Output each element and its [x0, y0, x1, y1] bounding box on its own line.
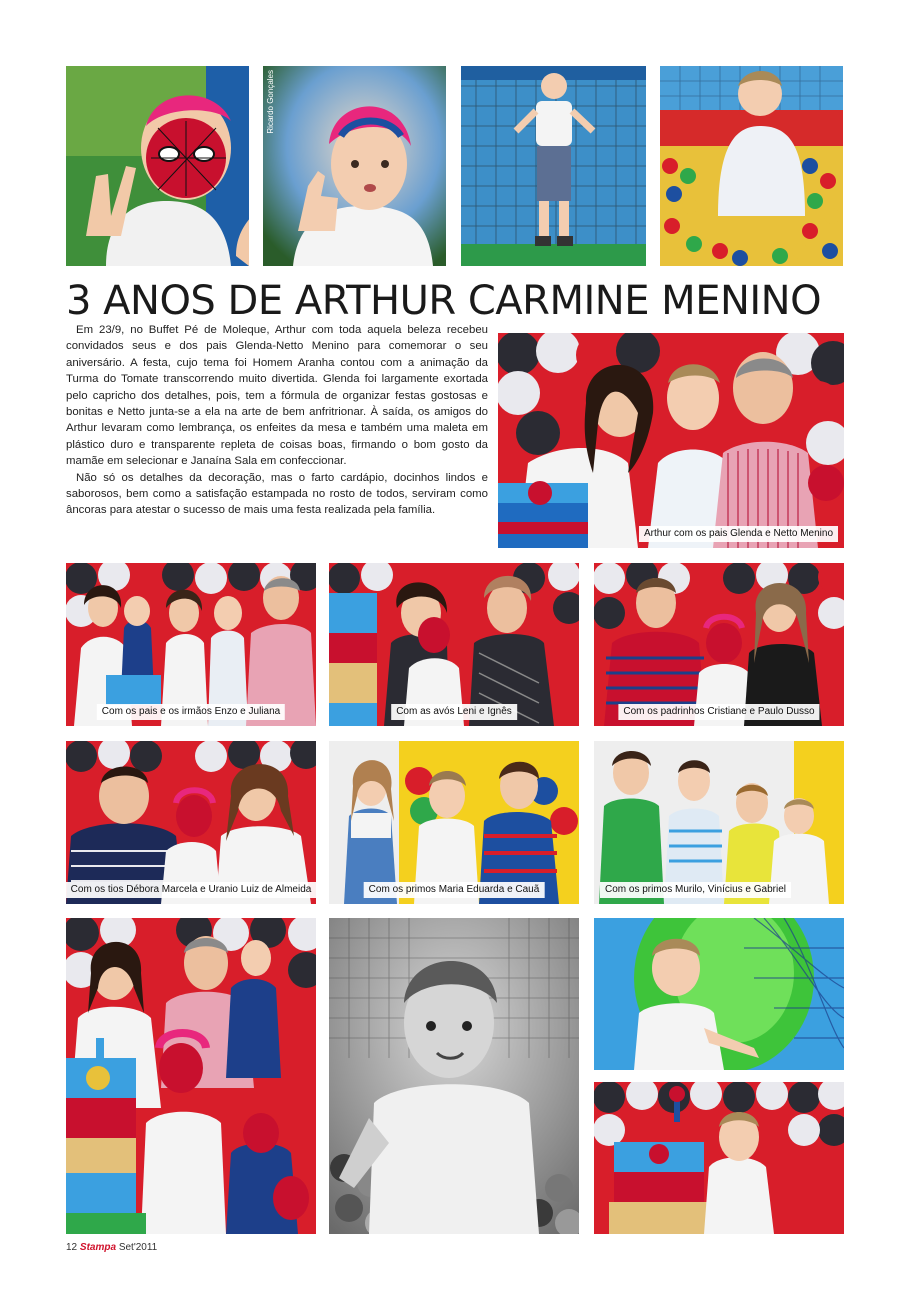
photo-thumbs-up — [263, 66, 446, 266]
article-title: 3 ANOS DE ARTHUR CARMINE MENINO — [66, 278, 822, 324]
photo-black-white-portrait — [329, 918, 579, 1234]
photo-jumping-boy — [461, 66, 646, 266]
issue-date: Set'2011 — [118, 1242, 158, 1253]
photo-with-parents — [498, 333, 844, 548]
photo-cake-celebration — [66, 918, 316, 1234]
magazine-brand: Stampa — [79, 1242, 117, 1253]
caption-cousins-1: Com os primos Maria Eduarda e Cauã — [364, 882, 545, 898]
photo-with-siblings — [66, 563, 316, 726]
photo-boy-with-cake — [594, 1082, 844, 1234]
caption-parents: Arthur com os pais Glenda e Netto Menino — [639, 526, 838, 542]
photo-with-cousins-2 — [594, 741, 844, 904]
photo-with-grandmas — [329, 563, 579, 726]
caption-siblings: Com os pais e os irmãos Enzo e Juliana — [97, 704, 285, 720]
page-footer — [66, 1242, 157, 1253]
photo-ball-pit — [660, 66, 843, 266]
photo-credit: Ricardo Gonçales — [266, 70, 275, 134]
caption-grandmas: Com as avós Leni e Ignês — [391, 704, 517, 720]
caption-uncles: Com os tios Débora Marcela e Uranio Luiz de Almeida — [66, 882, 316, 898]
article-paragraph-2: Não só os detalhes da decoração, mas o farto cardápio, docinhos lindos e saborosos, bem como a satisfação estampada no rosto de todos, serviram como âncoras para atestar o sucesso de mais uma festa realizada pela família. — [66, 471, 488, 517]
photo-with-uncles — [66, 741, 316, 904]
caption-cousins-2: Com os primos Murilo, Vinícius e Gabriel — [600, 882, 791, 898]
photo-spiderman-face-paint — [66, 66, 249, 266]
article-paragraph-1: Em 23/9, no Buffet Pé de Moleque, Arthur com toda aquela beleza recebeu convidados seus e dos pais Glenda-Netto Menino para comemorar o seu aniversário. A festa, cujo tema foi Homem Aranha contou com a animação da Turma do Tomate transcorrendo muito divertida. Glenda foi largamente exortada pelo capricho dos detalhes, pois, tem a fórmula de organizar festas gostosas e bonitas e Netto junta-se a ela na arte de bem anfritrionar. À saída, os amigos do Arthur levaram como lembrança, os enfeites da mesa e também uma maleta em plástico duro e transparente repleta de coisas boas, firmando o bom gosto da mamãe em selecionar e Janaína Sala em confeccionar. — [66, 324, 488, 468]
article-body — [66, 322, 488, 519]
page-number: 12 — [66, 1242, 78, 1253]
caption-godparents: Com os padrinhos Cristiane e Paulo Dusso — [618, 704, 819, 720]
photo-with-cousins-1 — [329, 741, 579, 904]
photo-with-godparents — [594, 563, 844, 726]
photo-boy-green-slide — [594, 918, 844, 1070]
